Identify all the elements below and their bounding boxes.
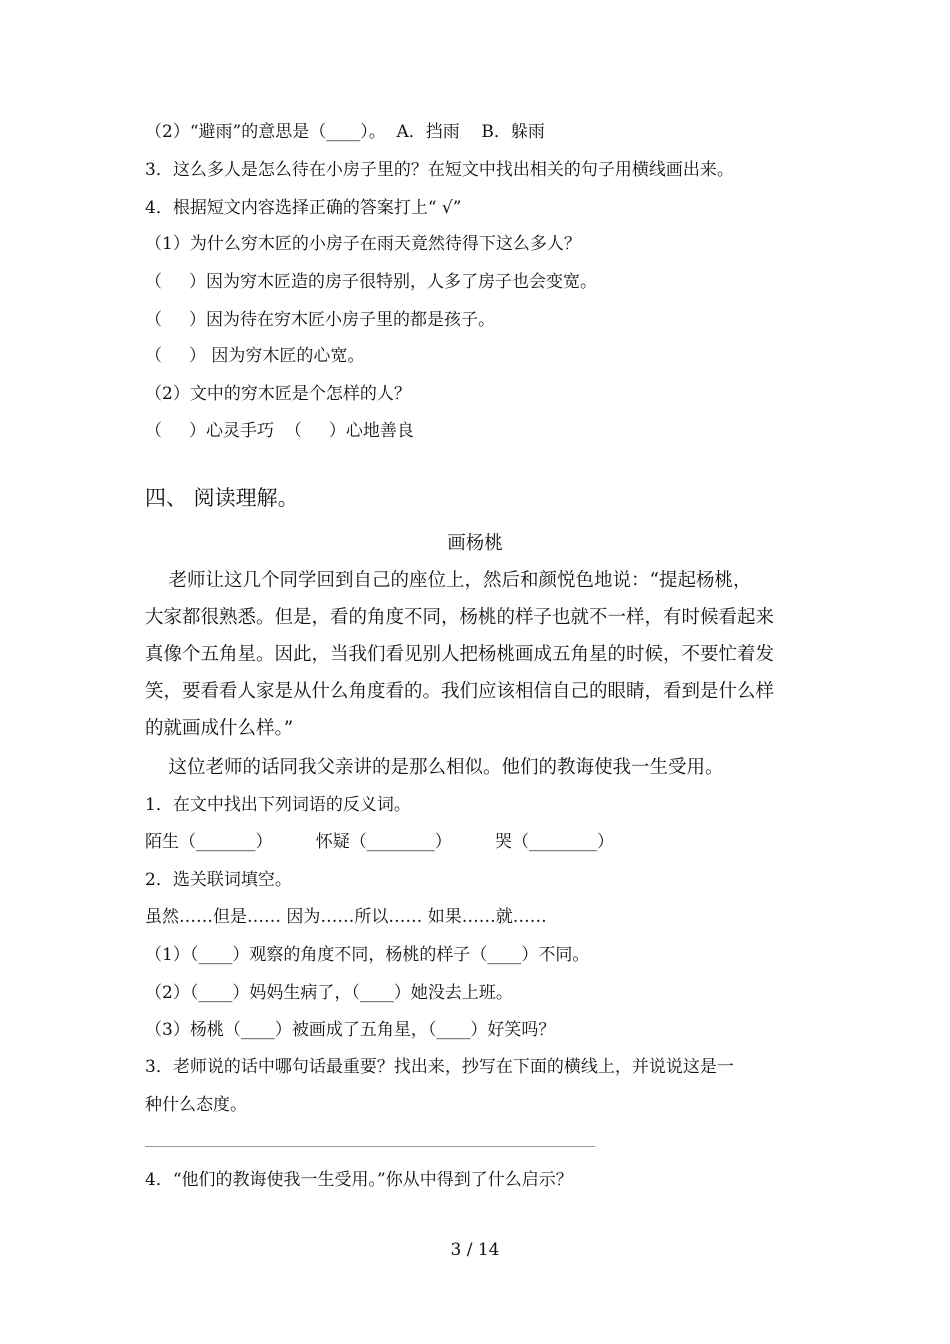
page-number: 3 / 14 <box>450 1240 500 1260</box>
question-4-sub-2-options: （ ）心灵手巧 （ ）心地善良 <box>145 421 414 441</box>
passage-line: 老师让这几个同学回到自己的座位上，然后和颜悦色地说：“提起杨桃， <box>145 570 752 591</box>
antonym-question: 1．在文中找出下列词语的反义词。 <box>145 795 411 815</box>
passage-line: 大家都很熟悉。但是，看的角度不同，杨桃的样子也就不一样，有时候看起来 <box>145 607 775 628</box>
inspiration-question: 4．“他们的教诲使我一生受用。”你从中得到了什么启示？ <box>145 1170 573 1190</box>
passage-line: 真像个五角星。因此，当我们看见别人把杨桃画成五角星的时候，不要忙着发 <box>145 644 775 665</box>
question-4-sub-1: （1）为什么穷木匠的小房子在雨天竟然待得下这么多人？ <box>145 234 581 254</box>
conjunction-word-bank: 虽然……但是…… 因为……所以…… 如果……就…… <box>145 907 547 927</box>
passage-line: 笑，要看看人家是从什么角度看的。我们应该相信自己的眼睛，看到是什么样 <box>145 681 775 702</box>
key-sentence-question: 3．老师说的话中哪句话最重要？找出来，抄写在下面的横线上，并说说这是一 <box>145 1057 734 1077</box>
question-3-how-many-people: 3．这么多人是怎么待在小房子里的？在短文中找出相关的句子用横线画出来。 <box>145 160 734 180</box>
question-4-sub-1-option-a: （ ）因为穷木匠造的房子很特别，人多了房子也会变宽。 <box>145 272 598 292</box>
passage-line: 这位老师的话同我父亲讲的是那么相似。他们的教诲使我一生受用。 <box>145 757 724 778</box>
key-sentence-question-cont: 种什么态度。 <box>145 1095 247 1115</box>
question-4-sub-1-option-c: （ ） 因为穷木匠的心宽。 <box>145 346 365 366</box>
question-2-avoid-rain: （2）“避雨”的意思是（____）。 A．挡雨 B．躲雨 <box>145 122 545 142</box>
passage-title: 画杨桃 <box>447 533 503 554</box>
answer-line <box>145 1146 595 1147</box>
conjunction-question: 2．选关联词填空。 <box>145 870 292 890</box>
section-heading: 四、 阅读理解。 <box>145 486 299 510</box>
conjunction-sentence-3: （3）杨桃（____）被画成了五角星，（____）好笑吗？ <box>145 1020 556 1040</box>
conjunction-sentence-1: （1）（____）观察的角度不同，杨桃的样子（____）不同。 <box>145 945 590 965</box>
passage-line: 的就画成什么样。” <box>145 718 294 739</box>
antonym-blanks: 陌生（_______） 怀疑（________） 哭（________） <box>145 832 614 852</box>
question-4-choose-answer: 4．根据短文内容选择正确的答案打上“ √” <box>145 198 462 218</box>
question-4-sub-2: （2）文中的穷木匠是个怎样的人？ <box>145 384 411 404</box>
question-4-sub-1-option-b: （ ）因为待在穷木匠小房子里的都是孩子。 <box>145 310 496 330</box>
conjunction-sentence-2: （2）（____）妈妈生病了，（____）她没去上班。 <box>145 983 513 1003</box>
